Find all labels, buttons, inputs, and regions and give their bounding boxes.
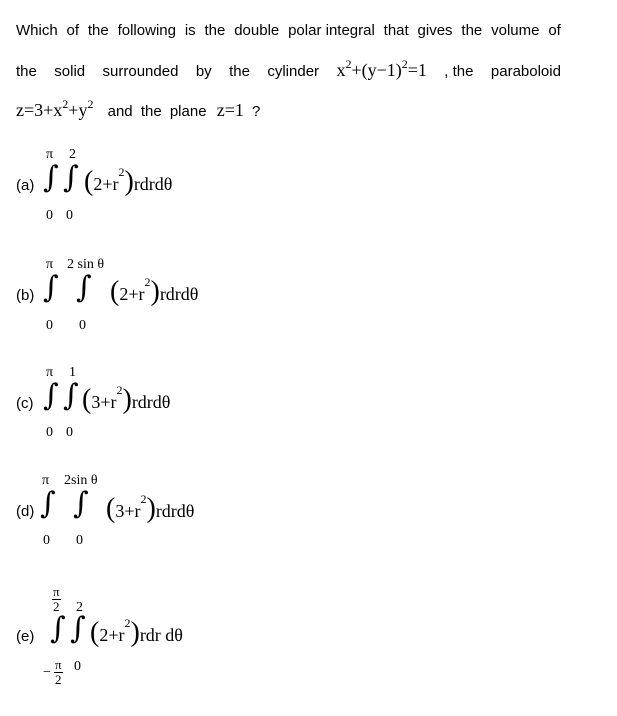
option-a-upper-limit-2: 2 <box>69 147 76 162</box>
option-b-lower-limit-2: 0 <box>79 318 86 333</box>
option-b-integrand: $(2+r^2)rdrd\theta$ <box>110 275 199 307</box>
option-b-lower-limit-1: 0 <box>46 318 53 333</box>
word: the <box>461 22 483 39</box>
word: of <box>548 22 561 39</box>
option-d-upper-limit-1: π <box>42 473 50 488</box>
word: of <box>66 22 80 39</box>
cylinder-equation: $x^2+(y-1)^2=1$ <box>336 57 427 80</box>
option-d-label: (d) <box>16 503 35 520</box>
word: surrounded <box>102 63 179 80</box>
word: and the plane <box>107 103 207 120</box>
option-e-label: (e) <box>16 628 35 645</box>
option-b-label: (b) <box>16 287 35 304</box>
word: the <box>87 22 109 39</box>
option-e-upper-limit-1: $\frac{\pi}{2}$ <box>53 584 60 614</box>
word: following <box>117 22 176 39</box>
option-d-integrand: $(3+r^2)rdrd\theta$ <box>106 492 195 524</box>
integral-sign-outer: ∫ <box>43 270 59 305</box>
word: by <box>195 63 212 80</box>
integral-sign-inner: ∫ <box>76 270 92 305</box>
integral-sign-outer: ∫ <box>43 378 59 413</box>
word: is <box>184 22 196 39</box>
option-d-lower-limit-1: 0 <box>43 533 50 548</box>
option-c-label: (c) <box>16 395 34 412</box>
option-a-lower-limit-2: 0 <box>66 208 73 223</box>
word: that <box>383 22 409 39</box>
option-c-integrand: $(3+r^2)rdrd\theta$ <box>82 383 171 415</box>
word: the <box>204 22 226 39</box>
option-d-lower-limit-2: 0 <box>76 533 83 548</box>
question-line-1 <box>16 22 561 39</box>
word: Which <box>16 22 58 39</box>
option-c-lower-limit-1: 0 <box>46 425 53 440</box>
word: polar integral <box>288 22 375 39</box>
option-a-integrand: $(2+r^2)rdrd\theta$ <box>84 165 173 197</box>
option-d-upper-limit-2: 2sin θ <box>64 473 98 488</box>
integral-sign-inner: ∫ <box>73 486 89 521</box>
word: volume <box>491 22 540 39</box>
plane-equation: z=1 <box>216 100 244 120</box>
integral-sign-outer: ∫ <box>50 611 66 646</box>
integral-sign-outer: ∫ <box>40 486 56 521</box>
option-c-lower-limit-2: 0 <box>66 425 73 440</box>
word: cylinder <box>267 63 320 80</box>
word: , the <box>444 63 474 80</box>
option-e-lower-limit-sign: − <box>43 665 51 680</box>
integral-sign-inner: ∫ <box>63 160 79 195</box>
option-c-upper-limit-2: 1 <box>69 365 76 380</box>
option-e-lower-limit-1: $\frac{\pi}{2}$ <box>55 657 62 687</box>
option-e-integrand: $(2+r^2)rdr$ dθ <box>90 616 183 648</box>
question-mark: ? <box>252 103 261 120</box>
option-a-upper-limit-1: π <box>46 147 54 162</box>
word: paraboloid <box>490 63 561 80</box>
question-line-2 <box>16 57 561 81</box>
question-line-3 <box>16 97 261 121</box>
integral-sign-outer: ∫ <box>43 160 59 195</box>
word: double <box>234 22 280 39</box>
option-e-upper-limit-2: 2 <box>76 600 83 615</box>
option-e-lower-limit-2: 0 <box>74 659 81 674</box>
option-c-upper-limit-1: π <box>46 365 54 380</box>
integral-sign-inner: ∫ <box>63 378 79 413</box>
option-a-label: (a) <box>16 177 35 194</box>
option-b-upper-limit-1: π <box>46 257 54 272</box>
paraboloid-equation: $z=3+x^2+y^2$ <box>16 97 94 120</box>
option-a-lower-limit-1: 0 <box>46 208 53 223</box>
integral-sign-inner: ∫ <box>70 611 86 646</box>
word: gives <box>417 22 453 39</box>
word: the <box>229 63 250 80</box>
word: the <box>16 63 37 80</box>
word: solid <box>54 63 86 80</box>
option-b-upper-limit-2: 2 sin θ <box>67 257 105 272</box>
